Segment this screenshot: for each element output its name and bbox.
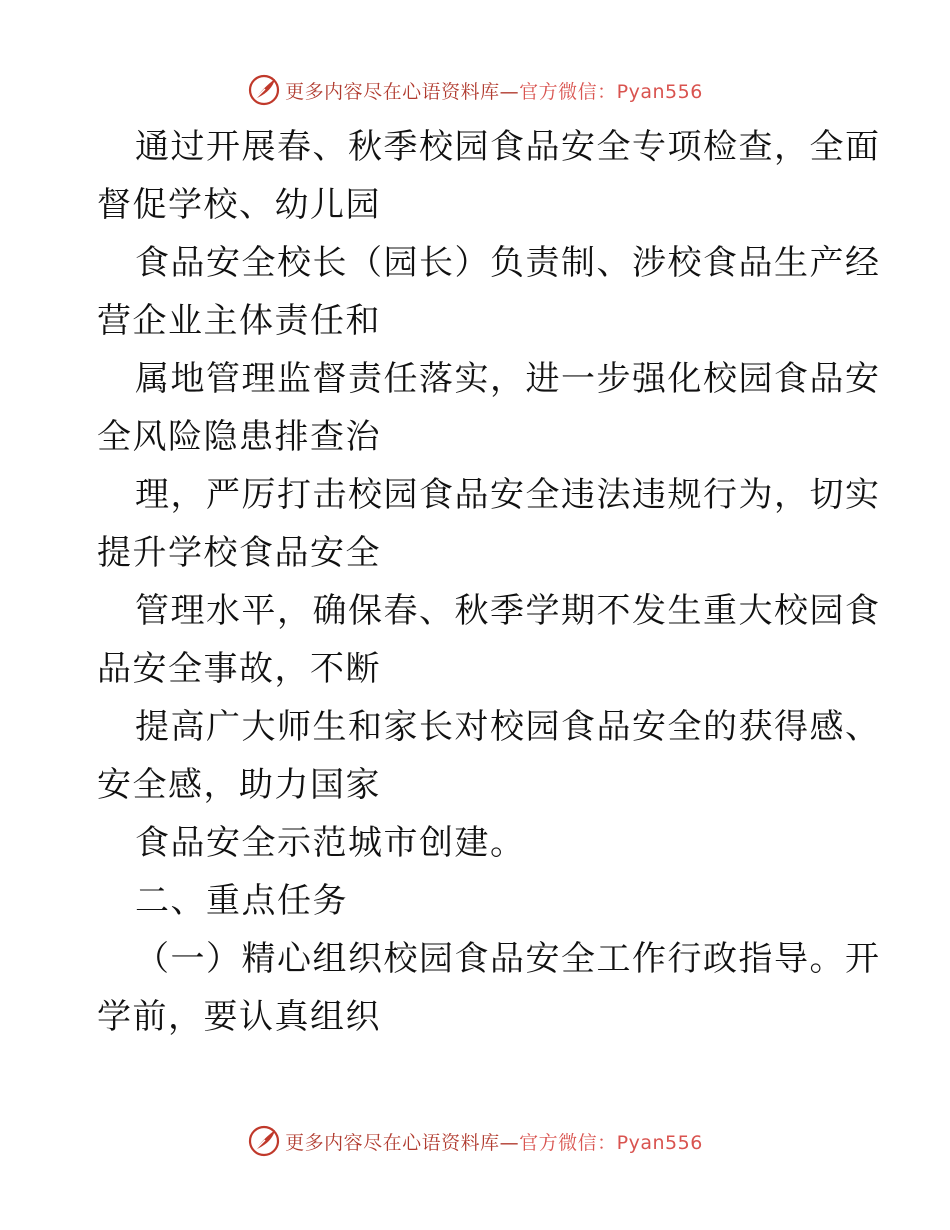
body-line: 营企业主体责任和: [97, 301, 381, 341]
body-line: 品安全事故，不断: [97, 649, 381, 689]
footer-brand-wechat: 官方微信：Pyan556: [519, 1131, 703, 1154]
header-brand-wechat: 官方微信：Pyan556: [519, 80, 703, 103]
body-line: 理，严厉打击校园食品安全违法违规行为，切实: [135, 475, 881, 515]
footer-brand-text: [285, 1128, 703, 1155]
header-watermark: [0, 70, 950, 110]
header-brand-main: 更多内容尽在心语资料库: [285, 80, 500, 103]
footer-watermark: [0, 1121, 950, 1161]
body-line: 督促学校、幼儿园: [97, 185, 381, 225]
body-line: 食品安全校长（园长）负责制、涉校食品生产经: [135, 243, 881, 283]
body-line: （一）精心组织校园食品安全工作行政指导。开: [135, 939, 881, 979]
document-body: [97, 118, 881, 1046]
footer-brand-main: 更多内容尽在心语资料库: [285, 1131, 500, 1154]
body-line: 学前，要认真组织: [97, 997, 381, 1037]
body-line: 食品安全示范城市创建。: [135, 823, 526, 863]
body-line: 提高广大师生和家长对校园食品安全的获得感、: [135, 707, 881, 747]
body-line: 全风险隐患排查治: [97, 417, 381, 457]
feather-pen-logo-icon: [247, 73, 281, 107]
section-heading: 二、重点任务: [135, 881, 348, 921]
body-line: 属地管理监督责任落实，进一步强化校园食品安: [135, 359, 881, 399]
body-line: 通过开展春、秋季校园食品安全专项检查，全面: [135, 127, 881, 167]
body-line: 安全感，助力国家: [97, 765, 381, 805]
feather-pen-logo-icon: [247, 1124, 281, 1158]
footer-brand-dash: —: [499, 1131, 520, 1154]
header-brand-text: [285, 77, 703, 104]
body-line: 管理水平，确保春、秋季学期不发生重大校园食: [135, 591, 881, 631]
body-line: 提升学校食品安全: [97, 533, 381, 573]
header-brand-dash: —: [499, 80, 520, 103]
